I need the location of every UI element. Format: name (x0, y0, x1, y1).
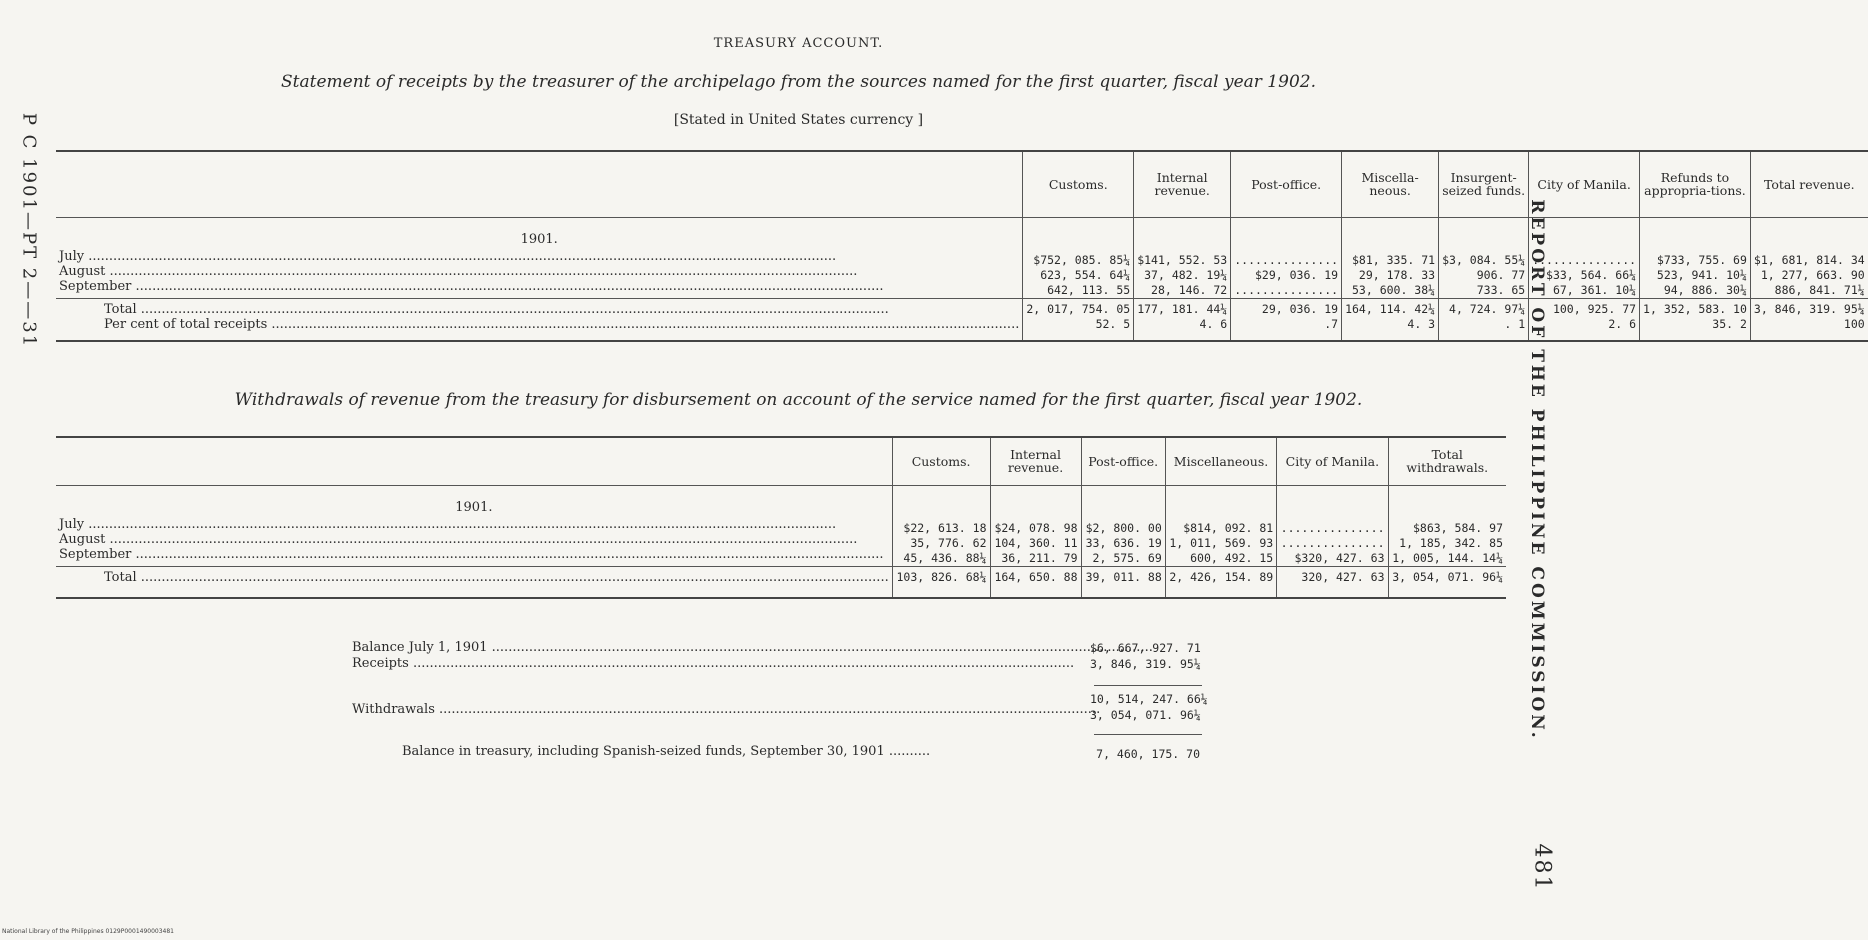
value: .7 (1324, 316, 1339, 331)
balance-closing-label: Balance in treasury, including Spanish-seized funds, September 30, 1901 .......... (402, 744, 931, 759)
receipts-stub-header (56, 151, 1023, 217)
value: 100, 925. 77 (1552, 301, 1637, 316)
receipts-cell (1750, 217, 1867, 298)
leader-dots (1234, 253, 1338, 268)
percent-label: Per cent of total receipts ..... (104, 317, 1019, 332)
value: 1, 185, 342. 85 (1399, 535, 1503, 550)
value: $29, 036. 19 (1254, 267, 1339, 282)
balance-receipts-label: Receipts ..... (352, 656, 1090, 671)
page-number (1520, 843, 1560, 892)
balance-closing-value: 7, 460, 175. 70 (1096, 747, 1200, 761)
receipts-cell (1439, 217, 1529, 298)
side-caption-left-text: P C 1901—PT 2——31 (18, 112, 40, 349)
month-label: July ..... (59, 249, 1019, 264)
balance-withdrawals-label: Withdrawals ..... (352, 702, 1090, 717)
receipts-heading: Statement of receipts by the treasurer of the archipelago from the sources named for the first quarter, fiscal year 1902. (281, 72, 1316, 92)
value: $22, 613. 18 (903, 520, 987, 535)
value: $320, 427. 63 (1294, 550, 1385, 565)
withdrawals-stub-months (56, 485, 892, 566)
receipts-col-header: Post-office. (1231, 151, 1342, 217)
value: 1, 277, 663. 90 (1760, 267, 1865, 282)
receipts-table (56, 150, 1868, 342)
value: 177, 181. 44¼ (1137, 301, 1228, 316)
leader-dots (1234, 283, 1338, 298)
value: 104, 360. 11 (994, 535, 1078, 550)
receipts-col-header: City of Manila. (1529, 151, 1640, 217)
side-caption-left (14, 100, 44, 370)
month-label: July ..... (59, 517, 889, 532)
value: 4. 6 (1199, 316, 1228, 331)
receipts-col-header: Customs. (1023, 151, 1134, 217)
value: $3, 084. 55¼ (1442, 252, 1526, 267)
value: 94, 886. 30¼ (1663, 282, 1747, 297)
closing-rule (1094, 734, 1202, 735)
month-label: August ..... (59, 264, 1019, 279)
month-label: September ..... (59, 279, 1019, 294)
withdrawals-cell (1277, 485, 1388, 566)
withdrawals-total-stub (56, 566, 892, 598)
withdrawals-col-header: Post-office. (1081, 437, 1165, 485)
total-label: Total ..... (104, 302, 1019, 317)
withdrawals-year: 1901. (455, 499, 493, 515)
balance-opening-value: $6, 667, 927. 71 (1090, 641, 1201, 655)
value: 4, 724. 97¼ (1449, 301, 1526, 316)
month-label: September ..... (59, 547, 889, 562)
value: 100 (1843, 316, 1865, 331)
receipts-total-cell (1640, 298, 1751, 341)
value: 906. 77 (1476, 267, 1526, 282)
value: 600, 492. 15 (1190, 550, 1274, 565)
leader-dots (1280, 521, 1384, 536)
withdrawals-col-header: City of Manila. (1277, 437, 1388, 485)
receipts-cell (1134, 217, 1231, 298)
withdrawals-total-cell: 103, 826. 68¼ (892, 566, 990, 598)
value: 28, 146. 72 (1151, 282, 1228, 297)
value: 733. 65 (1476, 282, 1526, 297)
balance-opening-label: Balance July 1, 1901 ..... (352, 640, 1090, 655)
withdrawals-col-header: Miscellaneous. (1165, 437, 1276, 485)
receipts-total-cell (1750, 298, 1867, 341)
withdrawals-cell (1388, 485, 1506, 566)
receipts-total-row (56, 298, 1868, 341)
receipts-monthly-row (56, 217, 1868, 298)
value: 35, 776. 62 (910, 535, 987, 550)
receipts-total-stub (56, 298, 1023, 341)
withdrawals-col-header: Internal revenue. (990, 437, 1081, 485)
value: . 1 (1504, 316, 1526, 331)
value: 37, 482. 19¼ (1144, 267, 1228, 282)
value: 1, 005, 144. 14¼ (1392, 550, 1503, 565)
receipts-cell (1023, 217, 1134, 298)
receipts-col-header: Miscella-neous. (1342, 151, 1439, 217)
value: $733, 755. 69 (1656, 252, 1747, 267)
balance-withdrawals-value: 3, 054, 071. 96¼ (1090, 708, 1201, 722)
receipts-col-header: Total revenue. (1750, 151, 1867, 217)
month-label: August ..... (59, 532, 889, 547)
leader-dots (1532, 253, 1636, 268)
value: 36, 211. 79 (1001, 550, 1078, 565)
total-label: Total ..... (104, 570, 889, 585)
value: 3, 846, 319. 95¼ (1753, 301, 1865, 316)
receipts-total-cell (1342, 298, 1439, 341)
withdrawals-total-cell: 2, 426, 154. 89 (1165, 566, 1276, 598)
receipts-cell (1342, 217, 1439, 298)
value: 29, 036. 19 (1261, 301, 1339, 316)
withdrawals-cell (892, 485, 990, 566)
receipts-year: 1901. (520, 231, 558, 247)
withdrawals-total-cell: 39, 011. 88 (1081, 566, 1165, 598)
subtotal-rule (1094, 685, 1202, 686)
value: 623, 554. 64¼ (1040, 267, 1131, 282)
value: 164, 114. 42¼ (1345, 301, 1436, 316)
receipts-total-cell (1529, 298, 1640, 341)
withdrawals-total-row (56, 566, 1506, 598)
value: 1, 352, 583. 10 (1643, 301, 1747, 316)
value: $24, 078. 98 (994, 520, 1078, 535)
value: $1, 681, 814. 34 (1753, 252, 1865, 267)
receipts-col-header: Internal revenue. (1134, 151, 1231, 217)
withdrawals-table (56, 436, 1506, 599)
withdrawals-stub-header (56, 437, 892, 485)
withdrawals-col-header: Total withdrawals. (1388, 437, 1506, 485)
page-title: TREASURY ACCOUNT. (713, 36, 884, 51)
value: 33, 636. 19 (1085, 535, 1162, 550)
page-number-text: 481 (1529, 843, 1555, 892)
receipts-col-header: Insurgent-seized funds. (1439, 151, 1529, 217)
receipts-total-cell (1439, 298, 1529, 341)
receipts-total-cell (1231, 298, 1342, 341)
withdrawals-heading: Withdrawals of revenue from the treasury for disbursement on account of the service named for the first quarter, fiscal year 1902. (234, 390, 1363, 410)
value: $33, 564. 66¼ (1546, 267, 1637, 282)
receipts-total-cell (1134, 298, 1231, 341)
value: $814, 092. 81 (1183, 520, 1274, 535)
receipts-total-cell (1023, 298, 1134, 341)
currency-note: [Stated in United States currency ] (673, 112, 924, 128)
value: $141, 552. 53 (1137, 252, 1228, 267)
receipts-cell (1640, 217, 1751, 298)
receipts-col-header: Refunds to appropria-tions. (1640, 151, 1751, 217)
value: 35. 2 (1712, 316, 1747, 331)
value: 67, 361. 10¼ (1552, 282, 1637, 297)
leader-dots (1280, 536, 1384, 551)
value: 2, 575. 69 (1092, 550, 1162, 565)
value: 52. 5 (1095, 316, 1131, 331)
value: 523, 941. 10¼ (1656, 267, 1747, 282)
withdrawals-cell (990, 485, 1081, 566)
value: $863, 584. 97 (1412, 520, 1503, 535)
value: 1, 011, 569. 93 (1169, 535, 1274, 550)
scan-credit: National Library of the Philippines 0129P0001490003481 (2, 928, 174, 935)
balance-subtotal-value: 10, 514, 247. 66¼ (1090, 692, 1208, 706)
value: 886, 841. 71¼ (1774, 282, 1865, 297)
running-head-text: REPORT OF THE PHILIPPINE COMMISSION. (1527, 199, 1547, 741)
value: 642, 113. 55 (1047, 282, 1131, 297)
withdrawals-cell (1081, 485, 1165, 566)
withdrawals-col-header: Customs. (892, 437, 990, 485)
value: 2, 017, 754. 05 (1026, 301, 1131, 316)
withdrawals-cell (1165, 485, 1276, 566)
value: 4. 3 (1407, 316, 1436, 331)
withdrawals-total-cell: 320, 427. 63 (1277, 566, 1388, 598)
value: 53, 600. 38¼ (1352, 282, 1436, 297)
value: 2. 6 (1608, 316, 1637, 331)
receipts-cell (1529, 217, 1640, 298)
value: $81, 335. 71 (1352, 252, 1436, 267)
value: $752, 085. 85¼ (1033, 252, 1131, 267)
withdrawals-total-cell: 164, 650. 88 (990, 566, 1081, 598)
balance-receipts-value: 3, 846, 319. 95¼ (1090, 657, 1201, 671)
value: $2, 800. 00 (1085, 520, 1162, 535)
value: 45, 436. 88¼ (903, 550, 987, 565)
value: 29, 178. 33 (1358, 267, 1436, 282)
withdrawals-monthly-row (56, 485, 1506, 566)
receipts-cell (1231, 217, 1342, 298)
withdrawals-total-cell: 3, 054, 071. 96¼ (1388, 566, 1506, 598)
receipts-stub-months (56, 217, 1023, 298)
